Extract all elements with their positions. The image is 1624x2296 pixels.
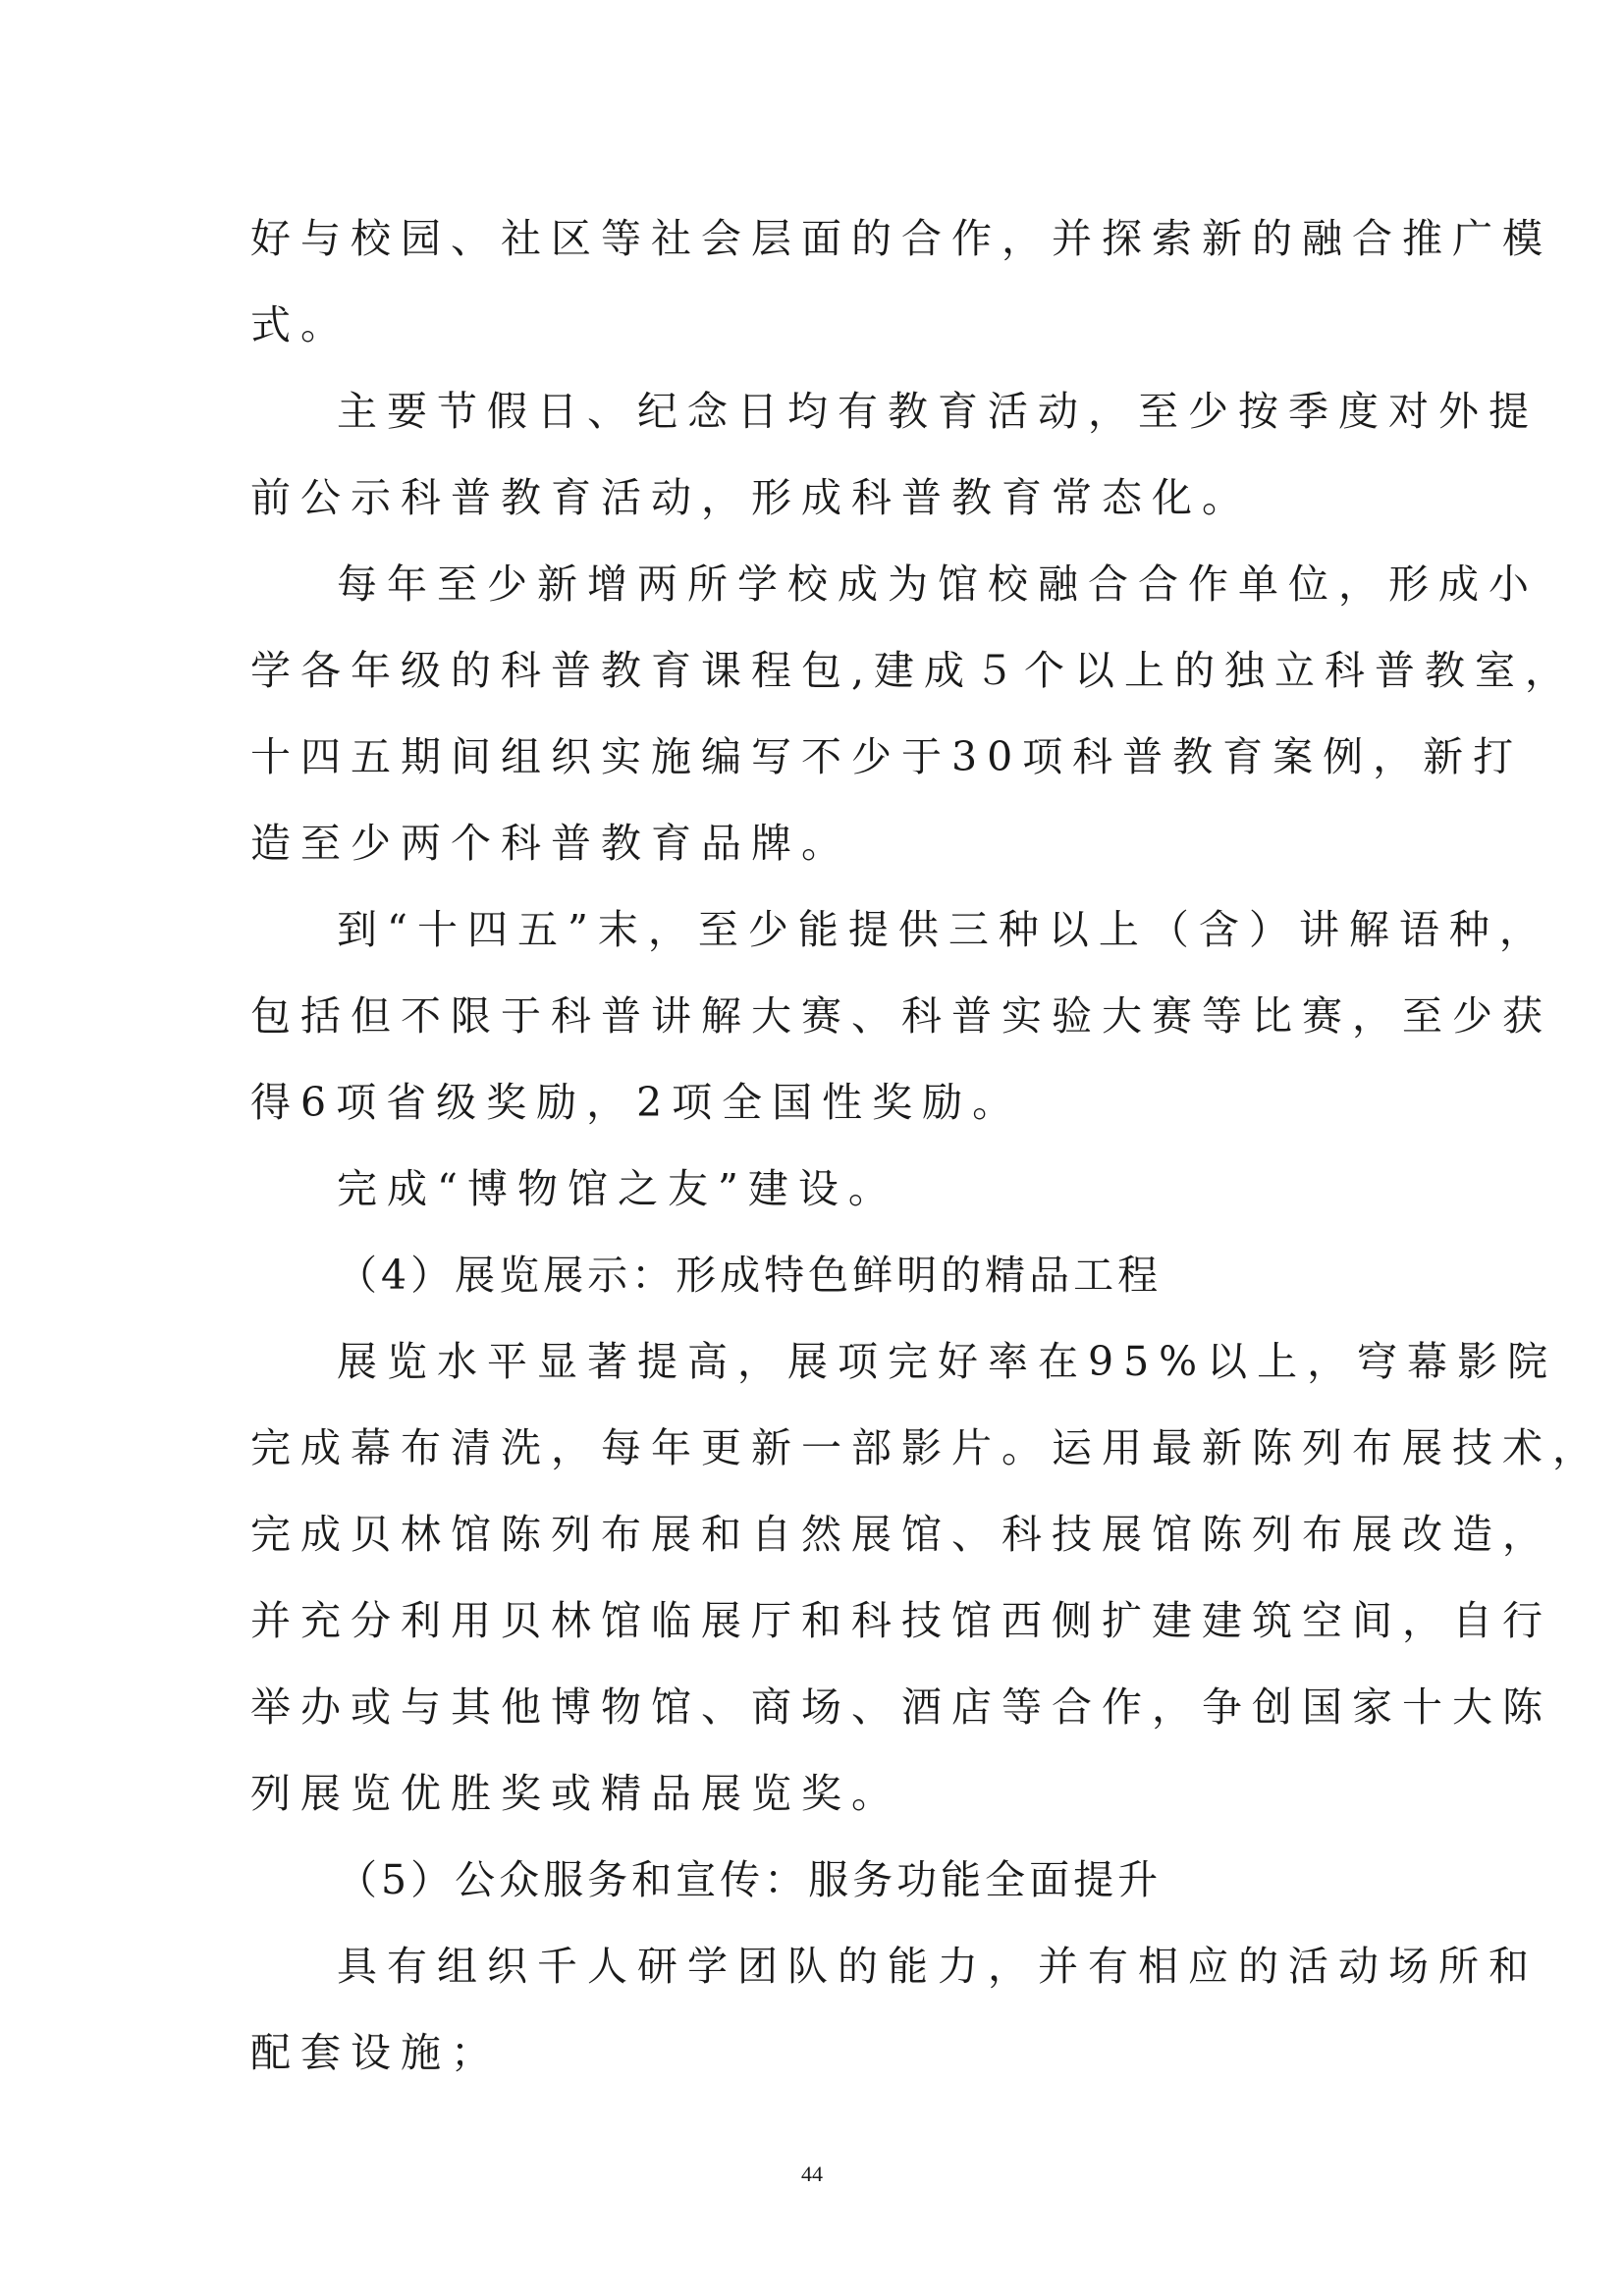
- body-text-line: 列展览优胜奖或精品展览奖。: [250, 1770, 901, 1817]
- body-text-line: 学各年级的科普教育课程包,建成５个以上的独立科普教室，: [250, 647, 1576, 694]
- page-number: 44: [801, 2162, 823, 2186]
- body-text-line: 得6项省级奖励，2项全国性奖励。: [250, 1079, 1023, 1126]
- body-text-line: 造至少两个科普教育品牌。: [250, 820, 851, 867]
- section-heading: （4）展览展示：形成特色鲜明的精品工程: [337, 1252, 1163, 1299]
- body-text-line: 并充分利用贝林馆临展厅和科技馆西侧扩建建筑空间，自行: [250, 1597, 1552, 1644]
- body-text-line: 到“十四五”末，至少能提供三种以上（含）讲解语种，: [337, 906, 1549, 953]
- body-text-line: 包括但不限于科普讲解大赛、科普实验大赛等比赛，至少获: [250, 992, 1552, 1040]
- body-text-line: 每年至少新增两所学校成为馆校融合合作单位，形成小: [337, 561, 1539, 608]
- body-text-line: 完成幕布清洗，每年更新一部影片。运用最新陈列布展技术，: [250, 1424, 1602, 1471]
- body-text-line: 完成贝林馆陈列布展和自然展馆、科技展馆陈列布展改造，: [250, 1511, 1552, 1558]
- body-text-line: 配套设施；: [250, 2029, 501, 2076]
- body-text-line: 展览水平显著提高，展项完好率在95%以上，穹幕影院: [337, 1338, 1558, 1385]
- body-text-line: 式。: [250, 301, 351, 348]
- body-text-line: 主要节假日、纪念日均有教育活动，至少按季度对外提: [337, 388, 1539, 435]
- body-text-line: 具有组织千人研学团队的能力，并有相应的活动场所和: [337, 1943, 1539, 1990]
- body-text-line: 前公示科普教育活动，形成科普教育常态化。: [250, 474, 1252, 521]
- body-text-line: 完成“博物馆之友”建设。: [337, 1165, 898, 1212]
- section-heading: （5）公众服务和宣传：服务功能全面提升: [337, 1856, 1163, 1903]
- body-text-line: 好与校园、社区等社会层面的合作，并探索新的融合推广模: [250, 215, 1552, 262]
- body-text-line: 举办或与其他博物馆、商场、酒店等合作，争创国家十大陈: [250, 1683, 1552, 1731]
- body-text-line: 十四五期间组织实施编写不少于30项科普教育案例，新打: [250, 733, 1524, 780]
